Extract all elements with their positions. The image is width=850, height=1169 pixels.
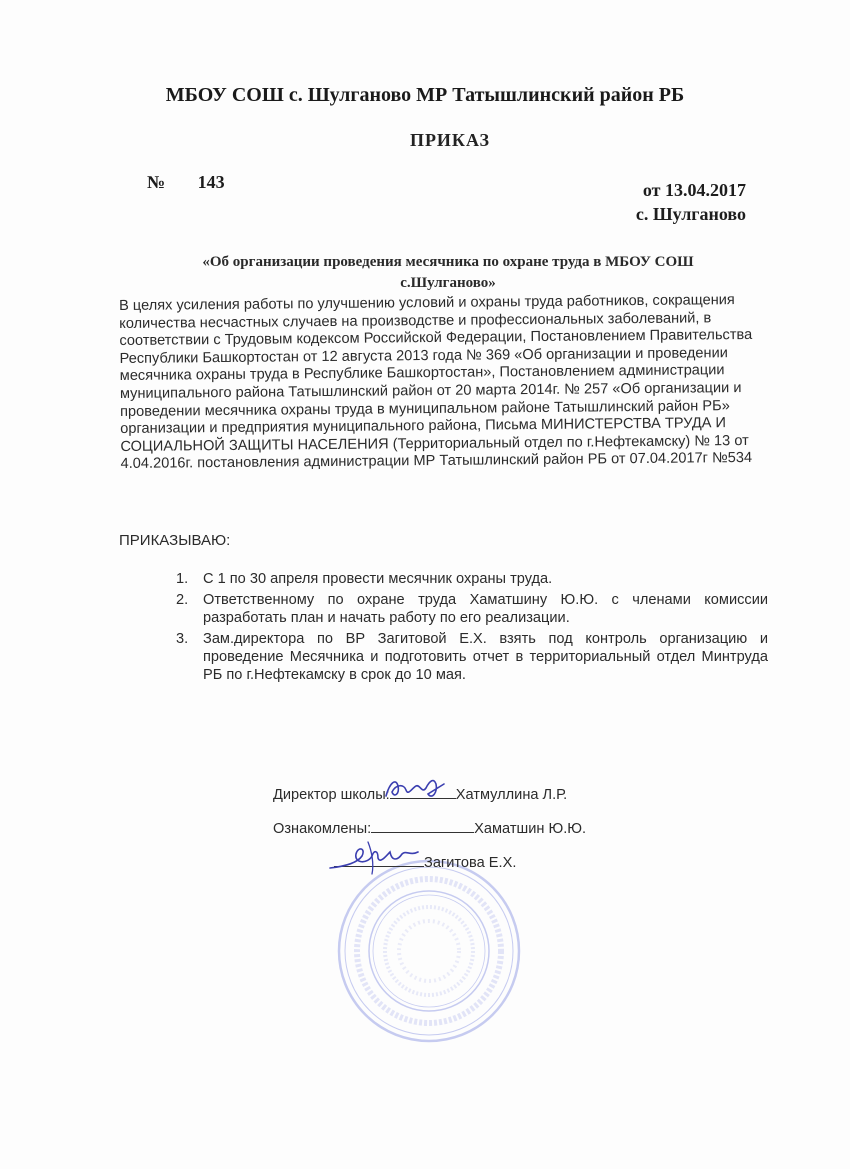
acquainted-signature — [328, 838, 424, 878]
acquainted-label: Ознакомлены: — [273, 821, 372, 837]
list-item-text: Зам.директора по ВР Загитовой Е.Х. взять под контроль организацию и проведение Месячника и подготовить отчет в территориальный отдел Минтруда РБ по г.Нефтекамску в срок до 10 мая. — [203, 631, 768, 683]
list-item — [176, 591, 768, 627]
order-number — [147, 172, 225, 193]
number-value: 143 — [197, 172, 225, 192]
acquainted-name-1: Хаматшин Ю.Ю. — [474, 821, 587, 837]
date-place-block — [636, 178, 746, 226]
order-word: ПРИКАЗЫВАЮ: — [119, 532, 231, 549]
stamp-seal — [334, 856, 524, 1046]
list-item-number: 3. — [176, 631, 189, 647]
list-item — [176, 630, 768, 684]
director-label: Директор школы: — [273, 787, 390, 803]
list-item-text: Ответственному по охране труда Хаматшину Ю.Ю. с членами комиссии разработать план и начать работу по его реализации. — [203, 592, 768, 626]
document-type: ПРИКАЗ — [409, 130, 491, 150]
organization-title: МБОУ СОШ с. Шулганово МР Татышлинский район РБ — [165, 84, 685, 106]
preamble-text: В целях усиления работы по улучшению условий и охраны труда работников, сокращения количества несчастных случаев на производстве и профессиональных заболеваний, в соответствии с Трудовым кодексом Российской Федерации, Постановлением Правительства Республики Башкортостан от 12 августа 2013 года № 369 «Об организации и проведении месячника охраны труда в Республике Башкортостан», Постановлением администрации муниципального района Татышлинский район от 20 марта 2014г. № 257 «Об организации и проведении месячника охраны труда в муниципальном районе Татышлинский район РБ» организации и предприятия муниципального района, Письма МИНИСТЕРСТВА ТРУДА И СОЦИАЛЬНОЙ ЗАЩИТЫ НАСЕЛЕНИЯ (Территориальный отдел по г.Нефтекамску) № 13 от 4.04.2016г. постановления администрации МР Татышлинский район РБ от 07.04.2017г №534 — [119, 292, 753, 473]
acquainted-name-2: Загитова Е.Х. — [424, 855, 517, 871]
order-items-list — [176, 570, 768, 687]
acquainted-row — [273, 818, 586, 837]
subject-line-1: «Об организации проведения месячника по охране труда в МБОУ СОШ — [202, 254, 694, 270]
list-item-text: С 1 по 30 апреля провести месячник охраны труда. — [203, 571, 553, 587]
list-item-number: 2. — [176, 592, 189, 608]
order-place: с. Шулганово — [635, 204, 746, 224]
acquainted-signature-line — [371, 818, 474, 833]
subject-line-2: с.Шулганово» — [400, 275, 496, 291]
order-subject — [168, 252, 728, 294]
list-item — [176, 570, 768, 588]
director-signature — [382, 774, 452, 804]
order-date: от 13.04.2017 — [642, 180, 746, 200]
list-item-number: 1. — [176, 571, 189, 587]
director-name: Хатмуллина Л.Р. — [455, 787, 568, 803]
number-sign: № — [147, 172, 166, 192]
